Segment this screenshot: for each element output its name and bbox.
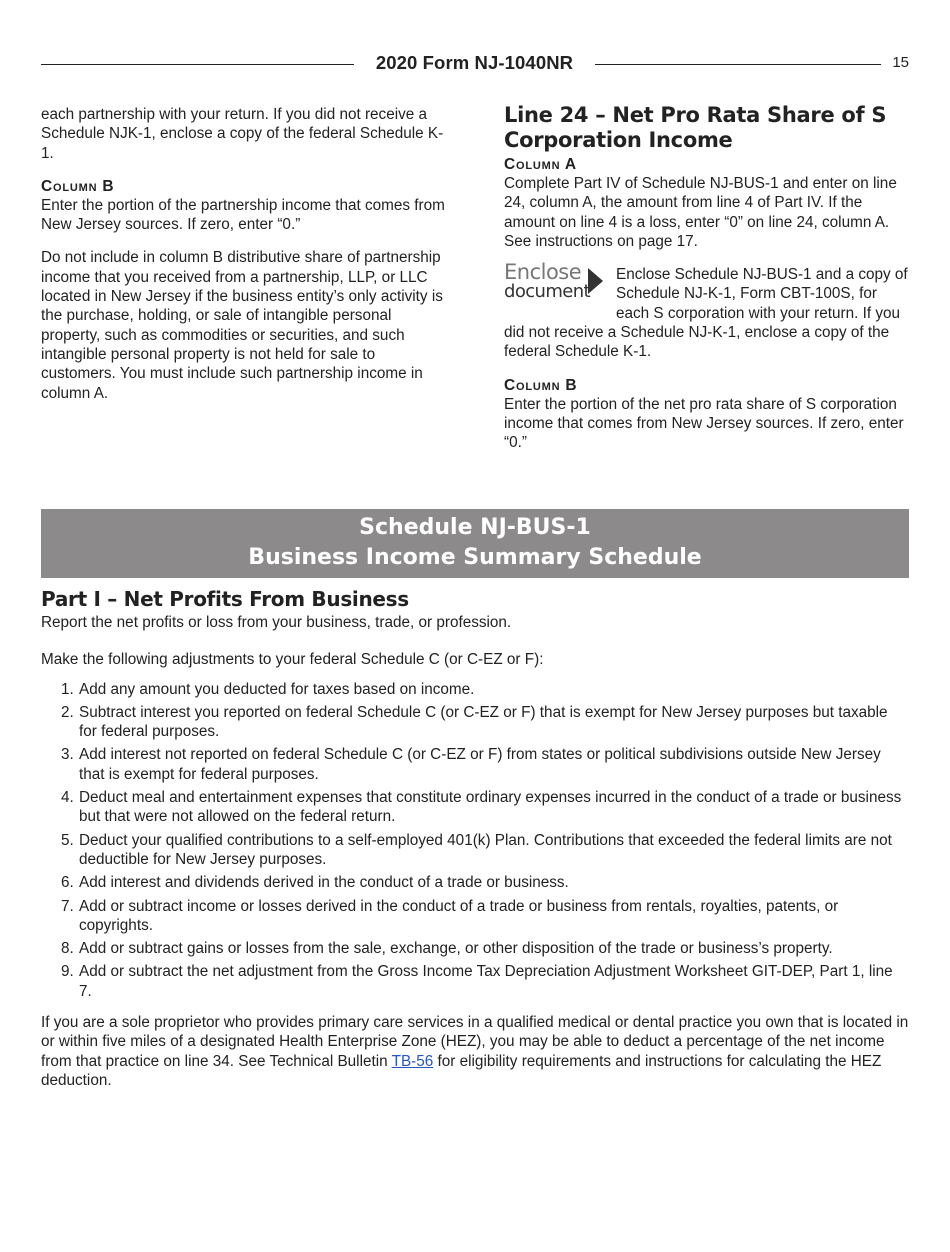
list-item — [41, 680, 909, 699]
item-number: 9. — [61, 963, 74, 981]
left-column — [41, 105, 451, 403]
header-rule-left — [41, 64, 354, 65]
enclose-note — [504, 260, 912, 361]
schedule-banner — [41, 509, 909, 578]
item-number: 4. — [61, 789, 74, 807]
list-item — [41, 831, 909, 870]
banner-line1: Schedule NJ-BUS-1 — [359, 515, 591, 540]
hez-paragraph — [41, 1013, 909, 1090]
line24-heading: Line 24 – Net Pro Rata Share of S Corporation Income — [504, 103, 887, 152]
s-corp-column-b-text: Enter the portion of the net pro rata share of S corporation income that comes from New Jersey sources. If zero, enter “0.” — [504, 395, 904, 452]
column-b-exclusion-text: Do not include in column B distributive share of partnership income that you received from a partnership, LLP, or LLC located in New Jersey if the business entity’s only activity is the purchase, holding, or sale of intangible personal property, such as commodities or securities, and such intangible personal property is not held for sale to customers. You must include such partnership income in column A. — [41, 249, 443, 402]
column-a-heading: Column A — [504, 156, 577, 173]
s-corp-column-b-heading: Column B — [504, 376, 578, 394]
item-number: 6. — [61, 874, 74, 892]
form-title: 2020 Form NJ-1040NR — [375, 52, 574, 73]
item-text: Add any amount you deducted for taxes based on income. — [79, 680, 475, 698]
column-b-heading: Column B — [41, 177, 115, 195]
item-text: Subtract interest you reported on federal Schedule C (or C-EZ or F) that is exempt for New Jersey purposes but taxable for federal purposes. — [79, 703, 888, 741]
list-item — [41, 962, 909, 1001]
hez-text-before: If you are a sole proprietor who provides primary care services in a qualified medical or dental practice you own that is located in or within five miles of a designated Health Enterprise Zone (HEZ), you may be able to deduct a percentage of the net income from that practice on line 34. See Technical Bulletin — [41, 1014, 909, 1070]
item-text: Add interest and dividends derived in the conduct of a trade or business. — [79, 874, 569, 892]
column-b-text: Enter the portion of the partnership income that comes from New Jersey sources. If zero, enter “0.” — [41, 196, 445, 234]
list-item — [41, 873, 909, 892]
item-text: Add interest not reported on federal Schedule C (or C-EZ or F) from states or political subdivisions outside New Jersey that is exempt for federal purposes. — [79, 746, 881, 783]
arrow-right-icon — [588, 268, 603, 294]
enclose-icon-word2: document — [504, 281, 591, 303]
item-text: Deduct your qualified contributions to a self-employed 401(k) Plan. Contributions that exceeded the federal limits are not deductible for New Jersey purposes. — [79, 831, 892, 868]
banner-line2: Business Income Summary Schedule — [248, 545, 702, 570]
list-item — [41, 897, 909, 936]
column-a-text: Complete Part IV of Schedule NJ-BUS-1 and enter on line 24, column A, the amount from line 4 of Part IV. If the amount on line 4 is a loss, enter “0” on line 24, column A. See instructions on page 17. — [504, 175, 897, 250]
part1-intro: Report the net profits or loss from your business, trade, or profession. — [41, 614, 512, 631]
enclose-icon-word1: Enclose — [504, 260, 582, 285]
item-number: 2. — [61, 703, 74, 721]
item-number: 1. — [61, 680, 74, 698]
adjustments-intro: Make the following adjustments to your federal Schedule C (or C-EZ or F): — [41, 651, 544, 669]
part1-heading: Part I – Net Profits From Business — [41, 587, 409, 611]
list-item — [41, 788, 909, 827]
enclose-document-icon — [504, 260, 608, 305]
adjustments-list — [41, 680, 909, 1001]
item-text: Deduct meal and entertainment expenses that constitute ordinary expenses incurred in the conduct of a trade or business but that were not allowed on the federal return. — [79, 789, 902, 826]
hez-text-after: for eligibility requirements and instructions for calculating the HEZ deduction. — [41, 1052, 882, 1089]
list-item — [41, 703, 909, 742]
part1-section — [41, 586, 909, 1090]
item-number: 7. — [61, 897, 74, 915]
header-rule-right — [595, 64, 881, 65]
item-text: Add or subtract income or losses derived in the conduct of a trade or business from rentals, royalties, patents, or copyrights. — [79, 897, 839, 934]
enclose-text: Enclose Schedule NJ-BUS-1 and a copy of Schedule NJ-K-1, Form CBT-100S, for each S corporation with your return. If you did not receive a Schedule NJ-K-1, enclose a copy of the federal Schedule K-1. — [504, 266, 908, 361]
list-item — [41, 745, 909, 784]
right-column — [504, 103, 912, 453]
item-number: 5. — [61, 831, 74, 849]
item-number: 8. — [61, 940, 74, 958]
list-item — [41, 939, 909, 958]
page-header — [41, 52, 909, 78]
partnership-intro: each partnership with your return. If you did not receive a Schedule NJK-1, enclose a copy of the federal Schedule K-1. — [41, 106, 444, 162]
item-text: Add or subtract gains or losses from the sale, exchange, or other disposition of the trade or business’s property. — [79, 940, 833, 958]
item-number: 3. — [61, 746, 74, 764]
tb-56-link[interactable]: TB-56 — [391, 1052, 434, 1070]
page-number: 15 — [892, 54, 909, 71]
item-text: Add or subtract the net adjustment from the Gross Income Tax Depreciation Adjustment Worksheet GIT-DEP, Part 1, line 7. — [79, 963, 893, 1000]
